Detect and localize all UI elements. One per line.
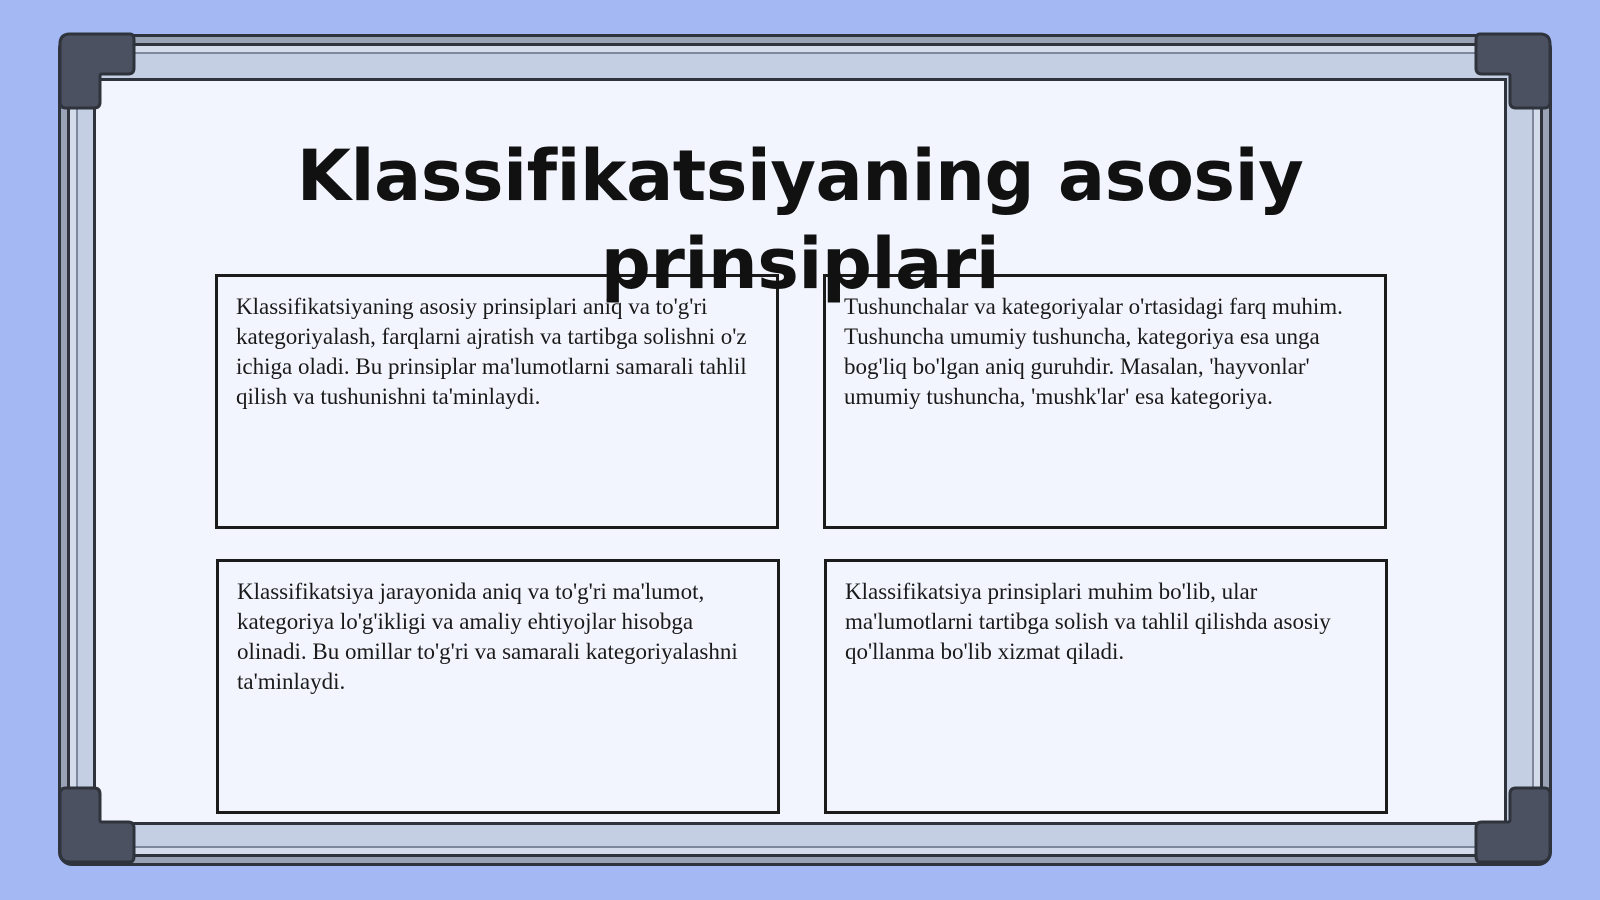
info-box-text: Klassifikatsiya jarayonida aniq va to'g'ri ma'lumot, kategoriya lo'g'ikligi va amaliy ehtiyojlar hisobga olinadi. Bu omillar to'g'ri va samarali kategoriyalashni ta'minlaydi. [237, 579, 738, 694]
info-box-text: Klassifikatsiyaning asosiy prinsiplari aniq va to'g'ri kategoriyalash, farqlarni ajratish va tartibga solishni o'z ichiga oladi. Bu prinsiplar ma'lumotlarni samarali tahlil qilish va tushunishni ta'minlaydi. [236, 294, 747, 409]
info-box-concepts-vs-categories [823, 274, 1387, 529]
bottom-right-corner-cap-icon [1474, 786, 1554, 866]
bottom-left-corner-cap-icon [56, 786, 136, 866]
info-box-principles [215, 274, 779, 529]
info-box-classification-factors [216, 559, 780, 814]
slide-title: Klassifikatsiyaning asosiy prinsiplari [296, 135, 1304, 305]
top-left-corner-cap-icon [56, 30, 136, 110]
info-box-importance [824, 559, 1388, 814]
top-right-corner-cap-icon [1474, 30, 1554, 110]
info-box-text: Tushunchalar va kategoriyalar o'rtasidagi farq muhim. Tushuncha umumiy tushuncha, kategoriya esa unga bog'liq bo'lgan aniq guruhdir. Masalan, 'hayvonlar' umumiy tushuncha, 'mushk'lar' esa kategoriya. [844, 294, 1343, 409]
info-box-text: Klassifikatsiya prinsiplari muhim bo'lib, ular ma'lumotlarni tartibga solish va tahlil qilishda asosiy qo'llanma bo'lib xizmat qiladi. [845, 579, 1331, 664]
